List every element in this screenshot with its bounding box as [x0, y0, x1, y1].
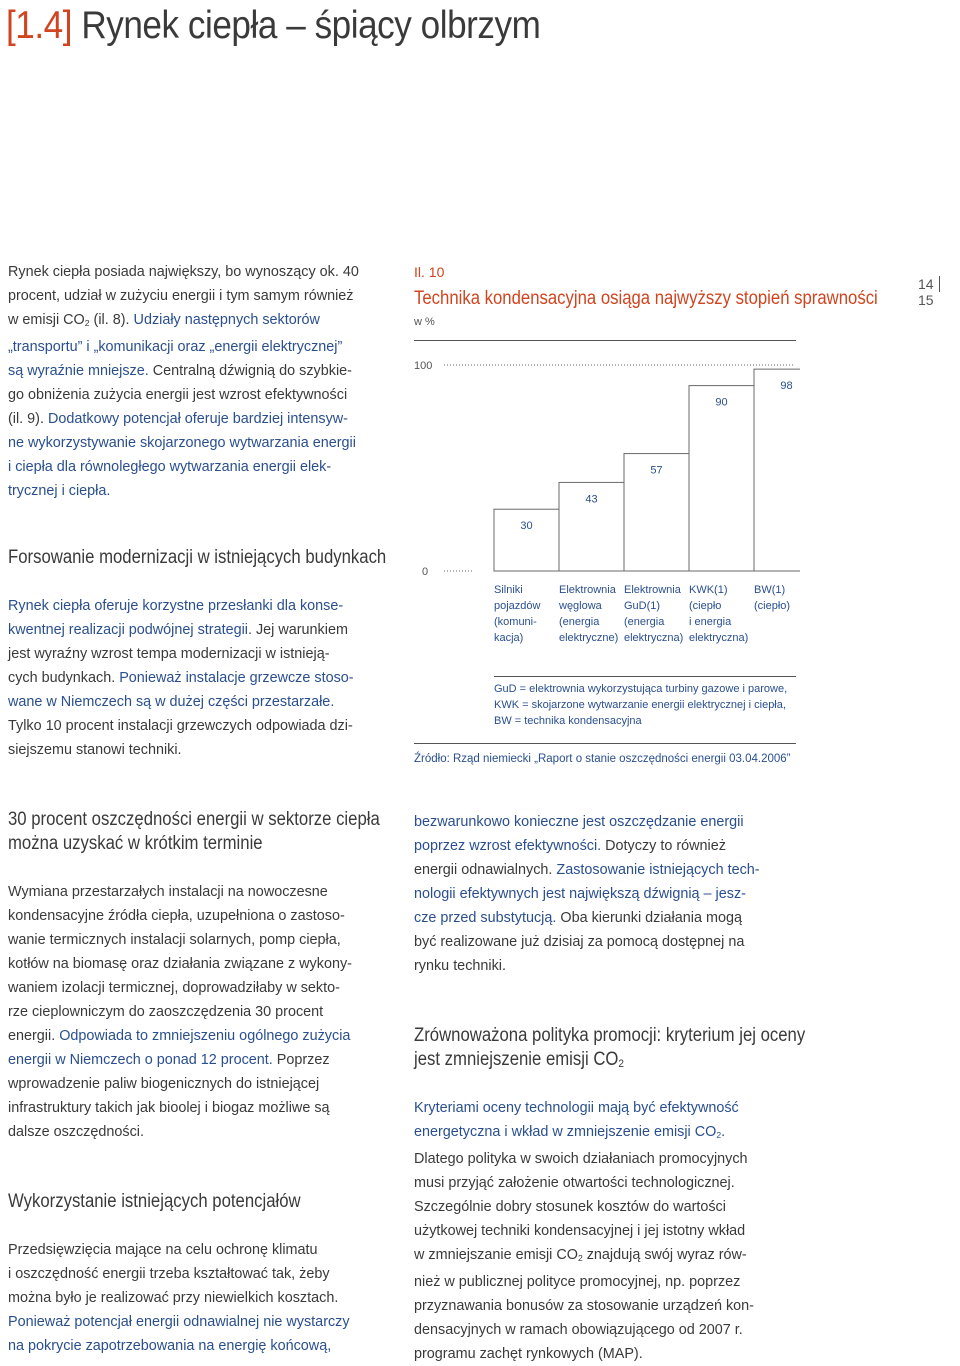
bar-value-label: 43 — [585, 493, 598, 506]
text-line: w zmniejszanie emisji $CO_2$ znajdują swój wyraz rów- — [414, 1247, 747, 1263]
text-line: „transportu” i „komunikacji oraz „energii elektrycznej” — [8, 339, 343, 355]
text-line: Kryteriami oceny technologii mają być efektywność — [414, 1100, 739, 1116]
text-line: trycznej i ciepła. — [8, 483, 111, 499]
bar-value-label: 98 — [780, 380, 793, 393]
right-column-paragraph — [414, 810, 760, 978]
text-line: Szczególnie dobry stosunek kosztów do wartości — [414, 1199, 726, 1215]
y-tick-0: 0 — [422, 566, 429, 578]
chart-source: Źródło: Rząd niemiecki „Raport o stanie oszczędności energii 03.04.2006” — [414, 753, 791, 765]
text-line: wprowadzenie paliw biogenicznych do istniejącej — [8, 1076, 320, 1092]
page-number-right: 15 — [918, 292, 934, 308]
text-line: poprzez wzrost efektywności. Dotyczy to również — [414, 838, 726, 854]
chart-top-rule — [414, 340, 796, 341]
text-line: procent, udział w zużyciu energii i tym samym również — [8, 288, 354, 304]
category-label: Elektrownia węglowa (energia elektryczne) — [559, 584, 619, 644]
text-line: infrastruktury takich jak bioolej i biogaz możliwe są — [8, 1100, 330, 1116]
text-line: Rynek ciepła posiada największy, bo wynoszący ok. 40 — [8, 264, 359, 280]
category-label: KWK(1) (ciepło i energia elektryczna) — [689, 584, 749, 644]
bar-4 — [689, 386, 754, 571]
text-line: jest wyraźny wzrost tempa modernizacji w istnieją- — [8, 646, 330, 662]
text-line: energii odnawialnych. Zastosowanie istniejących tech- — [414, 862, 760, 878]
figure-label: Il. 10 — [414, 264, 445, 280]
text-line: (il. 9). Dodatkowy potencjał oferuje bardziej intensyw- — [8, 411, 348, 427]
30-procent-paragraph — [8, 880, 352, 1144]
bar-value-label: 90 — [715, 396, 728, 409]
text-line: Wymiana przestarzałych instalacji na nowoczesne — [8, 884, 328, 900]
chart-legend — [494, 681, 787, 729]
text-line: i ciepła dla równoległego wytwarzania energii elek- — [8, 459, 332, 475]
chart-title: Technika kondensacyjna osiąga najwyższy stopień sprawności — [414, 288, 878, 309]
text-line: przyznawania bonusów za stosowanie urządzeń kon- — [414, 1298, 754, 1314]
text-line: w emisji $CO_2$ (il. 8). Udziały następnych sektorów — [8, 312, 320, 328]
text-line: densacyjnych w ramach obowiązującego od 2007 r. — [414, 1322, 743, 1338]
text-line: można było je realizować przy niewielkich kosztach. — [8, 1290, 339, 1306]
category-label: Silniki pojazdów (komuni- kacja) — [494, 584, 541, 644]
section-heading-modernizacja: Forsowanie modernizacji w istniejących budynkach — [8, 547, 387, 568]
text-line: nologii efektywnych jest największą dźwignią – jesz- — [414, 886, 746, 902]
text-line: energii. Odpowiada to zmniejszeniu ogólnego zużycia — [8, 1028, 351, 1044]
category-label: Elektrownia GuD(1) (energia elektryczna) — [624, 584, 684, 644]
text-line: Ponieważ potencjał energii odnawialnej nie wystarczy — [8, 1314, 350, 1330]
section-number: [1.4] — [6, 4, 73, 47]
legend-entry: BW = technika kondensacyjna — [494, 715, 642, 727]
text-line: i oszczędność energii trzeba kształtować tak, żeby — [8, 1266, 330, 1282]
bar-5 — [754, 369, 800, 571]
bar-1 — [494, 509, 559, 571]
text-line: cze przed substytucją. Oba kierunki działania mogą — [414, 910, 742, 926]
polityka-paragraph — [414, 1096, 754, 1366]
text-line: siejszemu stanowi techniki. — [8, 742, 182, 758]
legend-entry: KWK = skojarzone wytwarzanie energii elektrycznej i ciepła, — [494, 699, 786, 711]
text-line: energii w Niemczech o ponad 12 procent. Poprzez — [8, 1052, 330, 1068]
source-rule — [414, 743, 796, 744]
text-line: być realizowane już dzisiaj za pomocą dostępnej na — [414, 934, 745, 950]
y-tick-100: 100 — [414, 360, 433, 372]
text-line: programu zachęt rynkowych (MAP). — [414, 1346, 643, 1362]
section-heading-30-procent: 30 procent oszczędności energii w sektorze ciepła można uzyskać w krótkim terminie — [8, 809, 380, 854]
section-heading-potencjaly: Wykorzystanie istniejących potencjałów — [8, 1191, 301, 1212]
text-line: wanie termicznych instalacji solarnych, pomp ciepła, — [8, 932, 341, 948]
bar-value-label: 30 — [520, 520, 533, 533]
page-title — [6, 4, 540, 48]
text-line: Przedsięwzięcia mające na celu ochronę klimatu — [8, 1242, 318, 1258]
text-line: Rynek ciepła oferuje korzystne przesłanki dla konse- — [8, 598, 344, 614]
section-title: Rynek ciepła – śpiący olbrzym — [81, 4, 541, 47]
text-line: Dlatego polityka w swoich działaniach promocyjnych — [414, 1151, 748, 1167]
text-line: kotłów na biomasę oraz działania związane z wykony- — [8, 956, 352, 972]
y-axis-unit: w % — [414, 316, 435, 328]
text-line: dalsze oszczędności. — [8, 1124, 144, 1140]
text-line: wane w Niemczech są w dużej części przestarzałe. — [8, 694, 335, 710]
page-number-divider — [939, 276, 940, 292]
text-line: na pokrycie zapotrzebowania na energię końcową, — [8, 1338, 332, 1354]
intro-paragraph — [8, 260, 359, 503]
potencjaly-paragraph — [8, 1238, 350, 1358]
text-line: nież w publicznej polityce promocyjnej, np. poprzez — [414, 1274, 741, 1290]
text-line: kondensacyjne źródła ciepła, uzupełniona o zastoso- — [8, 908, 345, 924]
bar-value-label: 57 — [650, 464, 663, 477]
text-line: waniem izolacji termicznej, doprowadziłaby w sekto- — [8, 980, 340, 996]
text-line: go obniżenia zużycia energii jest wzrost efektywności — [8, 387, 348, 403]
page-numbers — [918, 276, 960, 308]
category-label: BW(1) (ciepło) — [754, 584, 791, 612]
modernizacja-paragraph — [8, 594, 354, 762]
text-line: cych budynkach. Ponieważ instalacje grzewcze stoso- — [8, 670, 354, 686]
text-line: musi przyjąć założenie otwartości technologicznej. — [414, 1175, 735, 1191]
legend-entry: GuD = elektrownia wykorzystująca turbiny gazowe i parowe, — [494, 683, 788, 695]
text-line: ne wykorzystywanie skojarzonego wytwarzania energii — [8, 435, 356, 451]
legend-rule — [494, 676, 796, 677]
text-line: rze cieplowniczym do zaoszczędzenia 30 procent — [8, 1004, 324, 1020]
section-heading-polityka: Zrównoważona polityka promocji: kryterium jej oceny jest zmniejszenie emisji $CO_2$ — [414, 1025, 806, 1070]
text-line: są wyraźnie mniejsze. Centralną dźwignią do szybkie- — [8, 363, 352, 379]
text-line: bezwarunkowo konieczne jest oszczędzanie energii — [414, 814, 744, 830]
text-line: Tylko 10 procent instalacji grzewczych odpowiada dzi- — [8, 718, 353, 734]
text-line: użytkowej techniki kondensacyjnej i jej istotny wkład — [414, 1223, 746, 1239]
text-line: energetyczna i wkład w zmniejszenie emisji $CO_2$. — [414, 1124, 726, 1140]
text-line: rynku techniki. — [414, 958, 506, 974]
text-line: kwentnej realizacji podwójnej strategii. Jej warunkiem — [8, 622, 348, 638]
page-number-left: 14 — [918, 276, 934, 292]
